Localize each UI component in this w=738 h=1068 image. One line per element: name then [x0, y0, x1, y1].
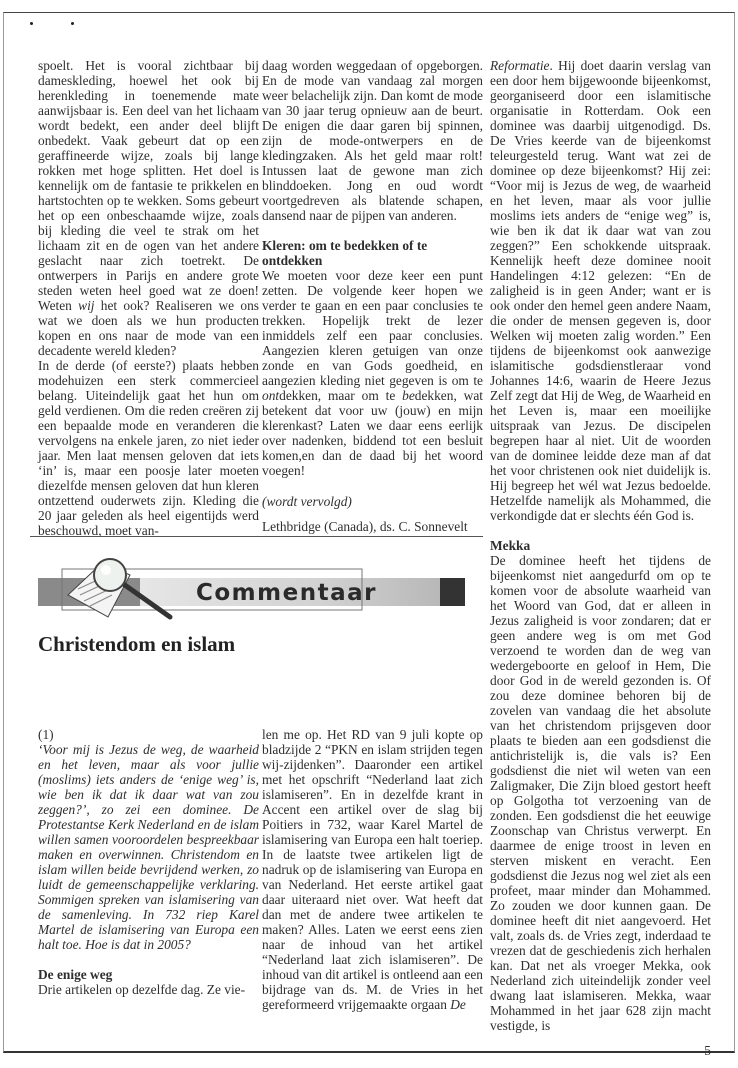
section-divider [30, 536, 483, 537]
author-signature: Lethbridge (Canada), ds. C. Sonnevelt [262, 519, 468, 534]
text: . Hij doet daarin verslag van een door hem bijgewoonde bijeenkomst, georganiseerd door een islamitische organisatie in Rotterdam. Ook een dominee was daarbij uitgenodigd. Ds. De Vries keerde van de bijeenkomst teleurgesteld terug. Want wat zei de dominee op deze bijeenkomst? Hij zei: “Voor mij is Jezus de weg, de waarheid en het leven, maar als voor jullie moslims iets anders de “enige weg” is, wie ben ik dat ik daar wat van zou zeggen?” Een schokkende uitspraak. Kennelijk heeft deze dominee nooit Handelingen 4:12 gelezen: “En de zaligheid is in geen Ander; want er is ook onder den hemel geen andere Naam, die onder de mensen gegeven is, door Welken wij moeten zalig worden.” Een tijdens de bijeenkomst ook aanwezige islamitische godsdienstleraar vond Johannes 14:6, waarin de Heere Jezus Zelf zegt dat Hij de Weg, de Waarheid en het Leven is, maar een moeilijke uitspraak van Jezus. De discipelen begrepen haar al niet. Uit de woorden van de dominee leidde deze man af dat het voor christenen ook niet duidelijk is. Hij begreep het wél wat Jezus bedoelde. Hetzelfde namelijk als Mohammed, die verkondigde dat er slechts één God is. [490, 58, 711, 523]
article-intro [38, 742, 259, 952]
paragraph [38, 58, 259, 358]
text: dekken, maar om te [279, 388, 403, 403]
text: spoelt. Het is vooral zichtbaar bij dameskleding, hoewel het ook bij herenkleding in toenemende mate aanwijsbaar is. Een deel van het lichaam wordt bedekt, een ander deel blijft onbedekt. Vaak gebeurt dat op een geraffineerde wijze, zoals bij lange rokken met hoge splitten. Het doel is kennelijk om de fantasie te prikkelen en hartstochten op te wekken. Soms gebeurt het op een onbeschaamde wijze, zoals bij kleding die veel te strak om het lichaam zit en de ogen van het andere geslacht naar zich toetrekt. De ontwerpers in Parijs en andere grote steden weten heel goed wat ze doen! Weten [38, 58, 259, 313]
page-number: 5 [704, 1043, 711, 1058]
paragraph: De dominee heeft het tijdens de bijeenkomst niet aangedurfd om op te komen voor de absolute waarheid van het Woord van God, dat er alleen in Jezus zaligheid is voor zondaren; dat er geen andere weg is om met God verzoend te worden dan de weg van wedergeboorte en geloof in Hem, Die door God in de wereld gezonden is. Of zou deze dominee behoren bij de zovelen van vandaag die het absolute van het christendom prijsgeven door plaats te bieden aan een godsdienst die antichristelijk is, die vals is? Een godsdienst die niet wil weten van een Zaligmaker, Die Zijn bloed gestort heeft op Golgotha tot verzoening van de zonden. Een godsdienst die het eeuwige Zoonschap van Christus verwerpt. En daarmee de enige troost in leven en sterven miskent en veracht. Een godsdienst die Jezus nog wel ziet als een profeet, maar minder dan Mohammed. Zo zouden we door kunnen gaan. De dominee heeft dit niet aangevoerd. Het valt, zoals ds. de Vries zegt, inderdaad te vrezen dat de geschiedenis zich herhalen kan. Dat net als vroeger Mekka, ook Nederland zich uiteindelijk zonder veel dwang laat islamiseren. Mekka, waar Mohammed in het jaar 628 zijn macht vestigde, is [490, 553, 711, 1033]
paragraph: In de derde (of eerste?) plaats hebben modehuizen een sterk commercieel belang. Uiteindelijk gaat het hun om geld verdienen. Om die reden creëren zij een bepaalde mode en veranderen die vervolgens na enkele jaren, zo niet ieder jaar. Men laat mensen geloven dat iets ‘in’ is, maar een poosje later moeten diezelfde mensen geloven dat hun kleren ontzettend ouderwets zijn. Kleding die 20 jaar geleden als heel eigentijds werd beschouwd, moet van- [38, 358, 259, 538]
article-column-3 [490, 58, 711, 1058]
text: het ook? Realiseren we ons wat we doen als we hun producten kopen en ons naar de mode van een decadente wereld kleden? [38, 298, 259, 358]
text: We moeten voor deze keer een punt zetten. De volgende keer hopen we verder te gaan en een paar conclusies te trekken. Hopelijk trekt de lezer inmiddels zelf een paar conclusies. Aangezien kleren getuigen van onze zonde en van Gods goedheid, en aangezien kleding niet gegeven is om te [262, 268, 483, 388]
commentaar-banner [30, 555, 490, 635]
paragraph [262, 268, 483, 478]
paragraph: daag worden weggedaan of opgeborgen. En de mode van vandaag zal morgen weer belachelijk zijn. Dan komt de mode van 30 jaar terug opnieuw aan de beurt. De enigen die daar garen bij spinnen, zijn de mode-ontwerpers en de kledingzaken. Als het geld maar rolt! Intussen laat de gewone man zich blinddoeken. Jong en oud wordt voortgedreven als blatende schapen, dansend naar de pijpen van anderen. [262, 58, 483, 223]
article-number: (1) [38, 727, 54, 742]
section-heading: Kleren: om te bedekken of te ontdekken [262, 238, 428, 268]
scan-mark [30, 22, 33, 25]
top-column-1 [38, 58, 259, 538]
emphasis: wij [78, 298, 95, 313]
emphasis: ont [262, 388, 280, 403]
emphasis: be [402, 388, 415, 403]
emphasis: Reformatie [490, 58, 550, 73]
banner-block-right [440, 578, 465, 606]
paragraph [262, 727, 483, 1012]
text: len me op. Het RD van 9 juli kopte op bladzijde 2 “PKN en islam strijden tegen wij-zijdenken”. Daaronder een artikel met het opschrift “Nederland laat zich islamiseren”. En in dezelfde krant in Accent een artikel over de slag bij Poitiers in 732, waar Karel Martel de islamisering van Europa een halt toeriep. In de laatste twee artikelen ligt de nadruk op de islamisering van Europa en van Nederland. Het eerste artikel gaat daar uiteraard niet over. Wat heeft dat dan met de andere twee artikelen te maken? Alles. Laten we eerst eens zien naar de inhoud van het artikel “Nederland laat zich islamiseren”. De inhoud van dit artikel is ontleend aan een bijdrage van ds. M. de Vries in het gereformeerd vrijgemaakte orgaan [262, 727, 483, 1012]
paragraph: Drie artikelen op dezelfde dag. Ze vie- [38, 982, 246, 997]
emphasis: (wordt vervolgd) [262, 494, 352, 509]
article-title: Christendom en islam [38, 632, 236, 656]
banner-label: Commentaar [196, 580, 377, 606]
continued-note [262, 494, 483, 509]
emphasis: ‘Voor mij is Jezus de weg, de waarheid en het leven, maar als voor jullie (moslims) iets anders de ‘enige weg’ is, wie ben ik dat ik daar wat van zou zeggen?’, zo zei een dominee. De Protestantse Kerk Nederland en de islam willen samen vooroordelen bespreekbaar maken en overwinnen. Christendom en islam willen beide bevrijdend werken, zo luidt de gemeenschappelijke verklaring. Sommigen spreken van islamisering van de samenleving. In 732 riep Karel Martel de islamisering van Europa een halt toe. Hoe is dat in 2005? [38, 742, 259, 952]
emphasis: De [450, 997, 466, 1012]
article-column-1 [38, 727, 259, 997]
top-column-2 [262, 58, 483, 534]
article-column-2 [262, 727, 483, 1012]
section-heading: Mekka [490, 538, 531, 553]
paragraph [490, 58, 711, 523]
text: dekken, wat betekent dat voor uw (jouw) en mijn klerenkast? Laten we daar eens eerlijk over nadenken, biddend tot een besluit komen,en dan de daad bij het woord voegen! [262, 388, 483, 478]
scan-mark [71, 22, 74, 25]
section-heading: De enige weg [38, 967, 113, 982]
